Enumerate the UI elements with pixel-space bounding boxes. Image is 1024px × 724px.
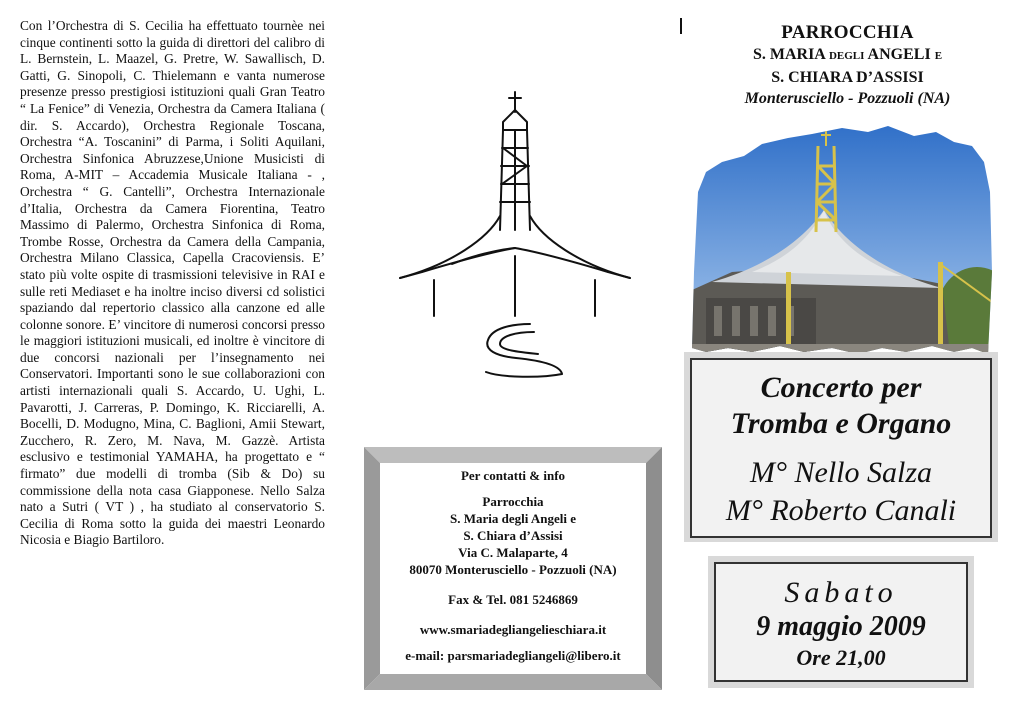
church-logo-icon [392, 88, 637, 388]
parish-name-small: E [934, 50, 943, 62]
concert-date: 9 maggio 2009 [756, 611, 926, 642]
concert-time: Ore 21,00 [796, 645, 886, 670]
parish-name-line-1 [700, 44, 995, 67]
performer-1: M° Nello Salza [750, 456, 932, 489]
contact-email[interactable]: e-mail: parsmariadegliangeli@libero.it [405, 648, 621, 663]
parish-name-part: S. MARIA [752, 46, 829, 63]
concert-title-line-1: Concerto per [760, 371, 922, 404]
contact-street: Via C. Malaparte, 4 [458, 545, 568, 560]
contact-parish-name-2: S. Chiara d’Assisi [463, 528, 563, 543]
contact-panel [364, 447, 662, 690]
concert-date-box [708, 556, 974, 688]
fold-mark [680, 18, 682, 34]
contact-parish: Parrocchia [482, 494, 544, 509]
parish-location: Monterusciello - Pozzuoli (NA) [744, 90, 951, 107]
contact-website[interactable]: www.smariadegliangelieschiara.it [419, 622, 607, 637]
biography-text: Con l’Orchestra di S. Cecilia ha effettuato tournèe nei cinque continenti sotto la guida di direttori del calibro di L. Bernstein, L. Maazel, G. Pretre, W. Sawallisch, D. Gatti, G. Sinopoli, C. Thielemann e vanta numerose presenze presso prestigiosi istituzioni quali Gran Teatro “ La Fenice” di Venezia, Orchestra da Camera Italiana ( dir. S. Accardo), Orchestra Regionale Toscana, Orchestra “A. Toscanini” di Parma, i Soliti Aquilani, Orchestra Sinfonica Abruzzese,Unione Musicisti di Roma, A-MIT – Accademia Musicale Italiana - , Orchestra “ G. Cantelli”, Orchestra Internazionale d’Italia, Orchestra da Camera Fiorentina, Teatro Massimo di Palermo, Orchestra Sinfonica di Roma, Trombe Rosse, Orchestra da Camera della Campania, Orchestra Milano Classica, Capella Cracoviensis. E’ stato più volte ospite di trasmissioni televisive in RAI e sulle reti Mediaset e ha inoltre inciso diversi cd solistici spaziando dal repertorio classico alla canzone ed alle colonne sonore. E’ vincitore di numerosi concorsi presso le maggiori istituzioni musicali, ed inoltre è vincitore di due concorsi nazionali per l’insegnamento nei Conservatori. Importanti sono le sue collaborazioni con artisti internazionali quali S. Accardo, U. Ughi, L. Pavarotti, J. Carreras, P. Domingo, K. Ricciarelli, A. Bocelli, D. Modugno, Mina, C. Baglioni, Amii Stewart, Zucchero, R. Zero, M. Nava, M. Gazzè. Artista esclusivo e testimonial YAMAHA, ha progettato e “ firmato” due modelli di tromba (Sib & Do) su commissione della nota casa Giapponese. Nello Salza nato a Sutri ( VT ) , ha studiato al conservatorio S. Cecilia di Roma sotto la guida dei maestri Leonardo Nicosia e Biagio Bartiloro. [20, 18, 325, 548]
contact-heading: Per contatti & info [460, 468, 566, 483]
parish-header [700, 22, 995, 110]
parish-name-part: ANGELI [864, 46, 935, 63]
concert-title-line-2: Tromba e Organo [730, 407, 952, 440]
concert-day: Sabato [784, 576, 898, 609]
contact-parish-name-1: S. Maria degli Angeli e [449, 511, 577, 526]
contact-city: 80070 Monterusciello - Pozzuoli (NA) [409, 562, 617, 577]
parish-name-line-2: S. CHIARA D’ASSISI [771, 69, 924, 86]
parish-title: PARROCCHIA [781, 22, 914, 43]
performer-2: M° Roberto Canali [725, 494, 957, 527]
contact-phone: Fax & Tel. 081 5246869 [448, 592, 578, 607]
concert-title-box [684, 352, 998, 542]
parish-name-small: DEGLI [828, 50, 865, 62]
church-photo [692, 122, 992, 354]
